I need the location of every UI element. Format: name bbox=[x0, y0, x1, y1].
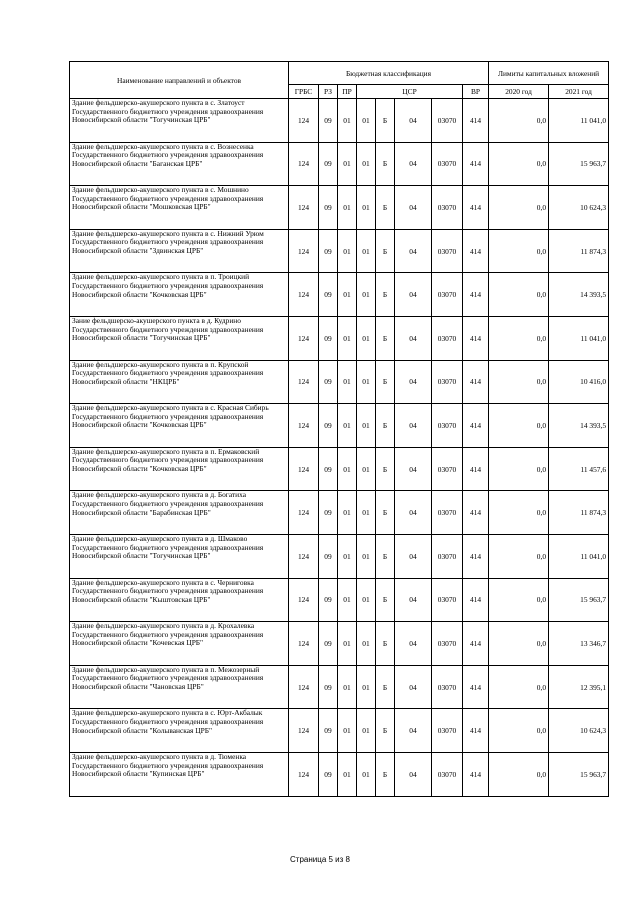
cell-pr: 01 bbox=[338, 578, 357, 622]
cell-y2021: 13 346,7 bbox=[549, 622, 609, 666]
cell-y2021: 14 393,5 bbox=[549, 404, 609, 448]
cell-y2020: 0,0 bbox=[489, 622, 549, 666]
cell-csr2: Б bbox=[376, 578, 395, 622]
cell-csr3: 04 bbox=[395, 709, 432, 753]
cell-csr2: Б bbox=[376, 491, 395, 535]
cell-csr1: 01 bbox=[357, 273, 376, 317]
cell-name: Здание фельдшерско-акушерского пункта в с. Черниговка Государственного бюджетного учреждения здравоохранения Новосибирской области "Кыштовская ЦРБ" bbox=[70, 578, 289, 622]
cell-csr2: Б bbox=[376, 142, 395, 186]
cell-csr3: 04 bbox=[395, 578, 432, 622]
cell-csr4: 03070 bbox=[432, 447, 463, 491]
header-pr: ПР bbox=[338, 85, 357, 99]
table-row bbox=[70, 709, 609, 753]
cell-y2021: 15 963,7 bbox=[549, 752, 609, 796]
cell-csr3: 04 bbox=[395, 360, 432, 404]
cell-csr2: Б bbox=[376, 316, 395, 360]
cell-pr: 01 bbox=[338, 752, 357, 796]
cell-vr: 414 bbox=[463, 622, 489, 666]
cell-name: Здание фельдшерско-акушерского пункта в п. Троицкий Государственного бюджетного учреждения здравоохранения Новосибирской области "Кочковская ЦРБ" bbox=[70, 273, 289, 317]
cell-grbs: 124 bbox=[289, 316, 319, 360]
header-2021: 2021 год bbox=[549, 85, 609, 99]
cell-grbs: 124 bbox=[289, 665, 319, 709]
cell-csr3: 04 bbox=[395, 99, 432, 143]
cell-rz: 09 bbox=[319, 665, 338, 709]
cell-pr: 01 bbox=[338, 709, 357, 753]
cell-name: Здание фельдшерско-акушерского пункта в п. Ермаковский Государственного бюджетного учреждения здравоохранения Новосибирской области "Кочковская ЦРБ" bbox=[70, 447, 289, 491]
table-row bbox=[70, 273, 609, 317]
cell-y2021: 11 041,0 bbox=[549, 316, 609, 360]
cell-grbs: 124 bbox=[289, 229, 319, 273]
cell-csr1: 01 bbox=[357, 229, 376, 273]
table-header bbox=[70, 62, 609, 99]
cell-grbs: 124 bbox=[289, 752, 319, 796]
cell-vr: 414 bbox=[463, 186, 489, 230]
cell-csr2: Б bbox=[376, 360, 395, 404]
cell-y2020: 0,0 bbox=[489, 578, 549, 622]
cell-grbs: 124 bbox=[289, 186, 319, 230]
cell-csr4: 03070 bbox=[432, 709, 463, 753]
cell-csr1: 01 bbox=[357, 665, 376, 709]
cell-csr1: 01 bbox=[357, 360, 376, 404]
cell-rz: 09 bbox=[319, 99, 338, 143]
cell-csr1: 01 bbox=[357, 404, 376, 448]
cell-name: Здание фельдшерско-акушерского пункта в п. Крупской Государственного бюджетного учреждения здравоохранения Новосибирской области "НКЦРБ" bbox=[70, 360, 289, 404]
cell-csr2: Б bbox=[376, 99, 395, 143]
cell-csr3: 04 bbox=[395, 491, 432, 535]
cell-y2020: 0,0 bbox=[489, 491, 549, 535]
cell-pr: 01 bbox=[338, 447, 357, 491]
cell-grbs: 124 bbox=[289, 273, 319, 317]
cell-csr1: 01 bbox=[357, 534, 376, 578]
header-vr: ВР bbox=[463, 85, 489, 99]
cell-csr3: 04 bbox=[395, 752, 432, 796]
cell-y2021: 11 041,0 bbox=[549, 99, 609, 143]
table-body bbox=[70, 99, 609, 797]
cell-csr4: 03070 bbox=[432, 186, 463, 230]
cell-csr1: 01 bbox=[357, 142, 376, 186]
cell-csr2: Б bbox=[376, 273, 395, 317]
cell-rz: 09 bbox=[319, 578, 338, 622]
cell-pr: 01 bbox=[338, 229, 357, 273]
cell-vr: 414 bbox=[463, 404, 489, 448]
cell-y2021: 11 041,0 bbox=[549, 534, 609, 578]
cell-csr3: 04 bbox=[395, 142, 432, 186]
cell-csr1: 01 bbox=[357, 752, 376, 796]
cell-csr2: Б bbox=[376, 622, 395, 666]
cell-csr4: 03070 bbox=[432, 752, 463, 796]
table-row bbox=[70, 229, 609, 273]
cell-name: Здание фельдшерско-акушерского пункта в д. Богатиха Государственного бюджетного учреждения здравоохранения Новосибирской области "Барабинская ЦРБ" bbox=[70, 491, 289, 535]
budget-table bbox=[69, 61, 609, 797]
cell-pr: 01 bbox=[338, 99, 357, 143]
cell-y2021: 10 416,0 bbox=[549, 360, 609, 404]
cell-y2020: 0,0 bbox=[489, 186, 549, 230]
cell-pr: 01 bbox=[338, 665, 357, 709]
cell-vr: 414 bbox=[463, 447, 489, 491]
cell-grbs: 124 bbox=[289, 578, 319, 622]
cell-vr: 414 bbox=[463, 709, 489, 753]
cell-csr2: Б bbox=[376, 404, 395, 448]
cell-grbs: 124 bbox=[289, 534, 319, 578]
cell-y2020: 0,0 bbox=[489, 665, 549, 709]
cell-name: Здание фельдшерско-акушерского пункта в п. Межозерный Государственного бюджетного учреждения здравоохранения Новосибирской области "Чановская ЦРБ" bbox=[70, 665, 289, 709]
cell-csr4: 03070 bbox=[432, 316, 463, 360]
header-grbs: ГРБС bbox=[289, 85, 319, 99]
cell-csr4: 03070 bbox=[432, 578, 463, 622]
cell-name: Здание фельдшерско-акушерского пункта в с. Нижний Урюм Государственного бюджетного учреждения здравоохранения Новосибирской области "Здвинская ЦРБ" bbox=[70, 229, 289, 273]
cell-y2020: 0,0 bbox=[489, 142, 549, 186]
cell-y2020: 0,0 bbox=[489, 360, 549, 404]
cell-rz: 09 bbox=[319, 404, 338, 448]
cell-csr4: 03070 bbox=[432, 229, 463, 273]
cell-vr: 414 bbox=[463, 752, 489, 796]
cell-csr1: 01 bbox=[357, 709, 376, 753]
cell-csr4: 03070 bbox=[432, 534, 463, 578]
cell-y2021: 11 457,6 bbox=[549, 447, 609, 491]
cell-csr1: 01 bbox=[357, 622, 376, 666]
cell-vr: 414 bbox=[463, 665, 489, 709]
cell-pr: 01 bbox=[338, 273, 357, 317]
cell-pr: 01 bbox=[338, 534, 357, 578]
cell-grbs: 124 bbox=[289, 99, 319, 143]
cell-name: Здание фельдшерско-акушерского пункта в с. Юрт-Акбалык Государственного бюджетного учреждения здравоохранения Новосибирской области "Колыванская ЦРБ" bbox=[70, 709, 289, 753]
cell-rz: 09 bbox=[319, 491, 338, 535]
table-row bbox=[70, 404, 609, 448]
cell-vr: 414 bbox=[463, 534, 489, 578]
cell-csr4: 03070 bbox=[432, 404, 463, 448]
cell-csr3: 04 bbox=[395, 447, 432, 491]
cell-csr3: 04 bbox=[395, 186, 432, 230]
cell-y2020: 0,0 bbox=[489, 229, 549, 273]
cell-pr: 01 bbox=[338, 186, 357, 230]
cell-csr4: 03070 bbox=[432, 665, 463, 709]
cell-name: Здание фельдшерско-акушерского пункта в с. Красная Сибирь Государственного бюджетного учреждения здравоохранения Новосибирской области "Кочковская ЦРБ" bbox=[70, 404, 289, 448]
header-limits: Лимиты капитальных вложений bbox=[489, 62, 609, 85]
cell-name: Зание фельдшерско-акушерского пункта в д. Кудрино Государственного бюджетного учреждения здравоохранения Новосибирской области "Тогучинская ЦРБ" bbox=[70, 316, 289, 360]
header-name: Наименование направлений и объектов bbox=[70, 62, 289, 99]
header-2020: 2020 год bbox=[489, 85, 549, 99]
cell-y2020: 0,0 bbox=[489, 273, 549, 317]
cell-rz: 09 bbox=[319, 752, 338, 796]
cell-csr4: 03070 bbox=[432, 622, 463, 666]
cell-csr1: 01 bbox=[357, 491, 376, 535]
cell-grbs: 124 bbox=[289, 709, 319, 753]
cell-name: Здание фельдшерско-акушерского пункта в д. Тюменка Государственного бюджетного учреждения здравоохранения Новосибирской области "Купинская ЦРБ" bbox=[70, 752, 289, 796]
cell-grbs: 124 bbox=[289, 404, 319, 448]
cell-vr: 414 bbox=[463, 99, 489, 143]
cell-csr1: 01 bbox=[357, 99, 376, 143]
cell-rz: 09 bbox=[319, 273, 338, 317]
cell-csr3: 04 bbox=[395, 273, 432, 317]
cell-y2020: 0,0 bbox=[489, 316, 549, 360]
cell-grbs: 124 bbox=[289, 447, 319, 491]
table-row bbox=[70, 99, 609, 143]
cell-name: Здание фельдшерско-акушерского пункта в с. Мошнино Государственного бюджетного учреждения здравоохранения Новосибирской области "Мошковская ЦРБ" bbox=[70, 186, 289, 230]
cell-rz: 09 bbox=[319, 229, 338, 273]
cell-grbs: 124 bbox=[289, 142, 319, 186]
cell-csr4: 03070 bbox=[432, 273, 463, 317]
table-row bbox=[70, 360, 609, 404]
page-number: Страница 5 из 8 bbox=[290, 855, 350, 864]
cell-csr3: 04 bbox=[395, 229, 432, 273]
cell-csr2: Б bbox=[376, 186, 395, 230]
cell-csr2: Б bbox=[376, 229, 395, 273]
cell-vr: 414 bbox=[463, 360, 489, 404]
cell-csr2: Б bbox=[376, 752, 395, 796]
cell-csr3: 04 bbox=[395, 534, 432, 578]
cell-csr1: 01 bbox=[357, 316, 376, 360]
cell-csr2: Б bbox=[376, 665, 395, 709]
cell-csr2: Б bbox=[376, 534, 395, 578]
table-row bbox=[70, 316, 609, 360]
cell-rz: 09 bbox=[319, 534, 338, 578]
header-csr: ЦСР bbox=[357, 85, 463, 99]
header-rz: РЗ bbox=[319, 85, 338, 99]
cell-csr2: Б bbox=[376, 709, 395, 753]
cell-vr: 414 bbox=[463, 229, 489, 273]
cell-name: Здание фельдшерско-акушерского пункта в с. Вознесенка Государственного бюджетного учреждения здравоохранения Новосибирской области "Баганская ЦРБ" bbox=[70, 142, 289, 186]
table-row bbox=[70, 447, 609, 491]
cell-csr4: 03070 bbox=[432, 360, 463, 404]
table-row bbox=[70, 752, 609, 796]
cell-name: Здание фельдшерско-акушерского пункта в д. Крохалевка Государственного бюджетного учреждения здравоохранения Новосибирской области "Кочевская ЦРБ" bbox=[70, 622, 289, 666]
cell-rz: 09 bbox=[319, 622, 338, 666]
cell-y2021: 15 963,7 bbox=[549, 142, 609, 186]
cell-csr4: 03070 bbox=[432, 142, 463, 186]
table-row bbox=[70, 534, 609, 578]
cell-rz: 09 bbox=[319, 316, 338, 360]
cell-y2020: 0,0 bbox=[489, 404, 549, 448]
cell-rz: 09 bbox=[319, 360, 338, 404]
cell-csr2: Б bbox=[376, 447, 395, 491]
table-row bbox=[70, 142, 609, 186]
cell-grbs: 124 bbox=[289, 491, 319, 535]
cell-pr: 01 bbox=[338, 360, 357, 404]
cell-csr4: 03070 bbox=[432, 491, 463, 535]
cell-pr: 01 bbox=[338, 622, 357, 666]
cell-y2020: 0,0 bbox=[489, 752, 549, 796]
cell-vr: 414 bbox=[463, 316, 489, 360]
header-budget-class: Бюджетная классификация bbox=[289, 62, 489, 85]
cell-rz: 09 bbox=[319, 142, 338, 186]
cell-csr1: 01 bbox=[357, 578, 376, 622]
cell-csr1: 01 bbox=[357, 186, 376, 230]
cell-pr: 01 bbox=[338, 491, 357, 535]
table-row bbox=[70, 578, 609, 622]
cell-y2021: 10 624,3 bbox=[549, 186, 609, 230]
cell-grbs: 124 bbox=[289, 622, 319, 666]
cell-rz: 09 bbox=[319, 447, 338, 491]
cell-name: Здание фельдшерско-акушерского пункта в с. Златоуст Государственного бюджетного учреждения здравоохранения Новосибирской области "Тогучинская ЦРБ" bbox=[70, 99, 289, 143]
cell-rz: 09 bbox=[319, 186, 338, 230]
cell-pr: 01 bbox=[338, 404, 357, 448]
cell-y2020: 0,0 bbox=[489, 99, 549, 143]
table-row bbox=[70, 491, 609, 535]
cell-y2020: 0,0 bbox=[489, 447, 549, 491]
table-row bbox=[70, 186, 609, 230]
cell-csr4: 03070 bbox=[432, 99, 463, 143]
cell-csr3: 04 bbox=[395, 665, 432, 709]
cell-pr: 01 bbox=[338, 316, 357, 360]
table-row bbox=[70, 665, 609, 709]
cell-csr3: 04 bbox=[395, 316, 432, 360]
cell-y2021: 14 393,5 bbox=[549, 273, 609, 317]
cell-grbs: 124 bbox=[289, 360, 319, 404]
cell-y2020: 0,0 bbox=[489, 534, 549, 578]
cell-csr3: 04 bbox=[395, 404, 432, 448]
cell-vr: 414 bbox=[463, 491, 489, 535]
cell-vr: 414 bbox=[463, 142, 489, 186]
cell-y2020: 0,0 bbox=[489, 709, 549, 753]
cell-name: Здание фельдшерско-акушерского пункта в д. Шмаково Государственного бюджетного учреждения здравоохранения Новосибирской области "Тогучинская ЦРБ" bbox=[70, 534, 289, 578]
table-row bbox=[70, 622, 609, 666]
cell-csr3: 04 bbox=[395, 622, 432, 666]
cell-vr: 414 bbox=[463, 578, 489, 622]
cell-y2021: 15 963,7 bbox=[549, 578, 609, 622]
cell-y2021: 12 395,1 bbox=[549, 665, 609, 709]
cell-y2021: 10 624,3 bbox=[549, 709, 609, 753]
cell-pr: 01 bbox=[338, 142, 357, 186]
cell-vr: 414 bbox=[463, 273, 489, 317]
cell-rz: 09 bbox=[319, 709, 338, 753]
cell-y2021: 11 874,3 bbox=[549, 229, 609, 273]
cell-y2021: 11 874,3 bbox=[549, 491, 609, 535]
cell-csr1: 01 bbox=[357, 447, 376, 491]
